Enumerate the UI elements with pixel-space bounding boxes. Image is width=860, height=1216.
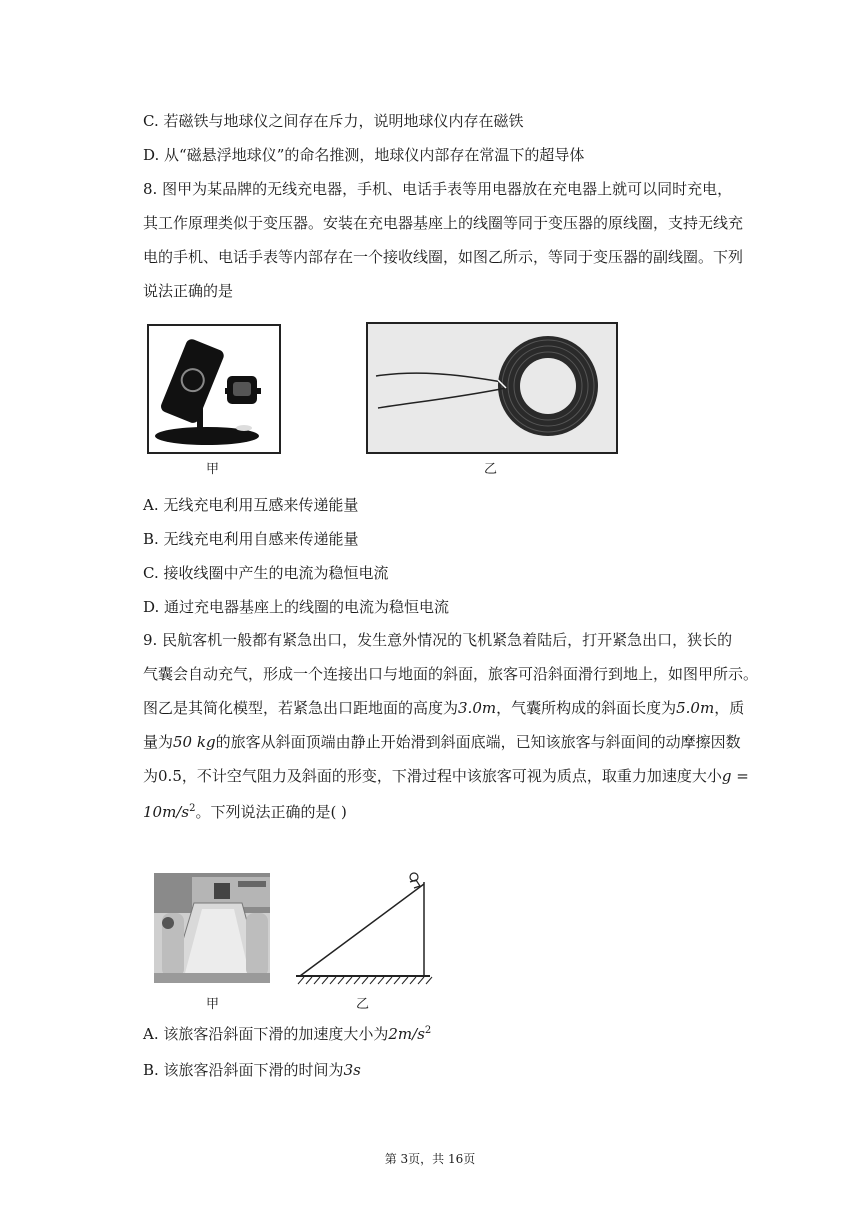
q8-option-a: A. 无线充电利用互感来传递能量: [143, 496, 359, 514]
q9-mass-value: 50 kg: [173, 733, 216, 751]
q9-stem-line3: [143, 698, 744, 718]
q9-option-a: [143, 1024, 431, 1047]
q9-line3-text-c: ，质: [714, 699, 745, 717]
q8-fig-a-caption: 甲: [206, 462, 220, 477]
q8-stem-line4: 说法正确的是: [143, 282, 234, 300]
q9-g-exponent: 2: [189, 803, 196, 814]
evacuation-slide-photo: [154, 873, 270, 983]
wireless-charger-figure: [147, 324, 281, 454]
q8-option-b: B. 无线充电利用自感来传递能量: [143, 530, 359, 548]
q9-line3-text-b: ，气囊所构成的斜面长度为: [496, 699, 677, 717]
q8-fig-b-caption: 乙: [484, 462, 498, 477]
q9-length-value: 5.0m: [676, 699, 715, 717]
q9-line4-text-a: 量为: [143, 733, 174, 751]
q8-stem-line1: 8. 图甲为某品牌的无线充电器，手机、电话手表等用电器放在充电器上就可以同时充电，: [143, 180, 733, 198]
q9-stem-line1: 9. 民航客机一般都有紧急出口，发生意外情况的飞机紧急着陆后，打开紧急出口，狭长的: [143, 631, 733, 649]
q9-height-value: 3.0m: [458, 699, 497, 717]
q9-stem-line6: [143, 802, 347, 825]
receiving-coil-figure: [366, 322, 618, 454]
q9-option-b: [143, 1060, 361, 1080]
q7-option-c: C. 若磁铁与地球仪之间存在斥力，说明地球仪内存在磁铁: [143, 112, 524, 130]
q9-option-b-text: B. 该旅客沿斜面下滑的时间为: [143, 1061, 344, 1079]
q9-line3-text-a: 图乙是其简化模型，若紧急出口距地面的高度为: [143, 699, 459, 717]
q9-line5-text-a: 为: [143, 767, 159, 785]
q8-option-d: D. 通过充电器基座上的线圈的电流为稳恒电流: [143, 598, 450, 616]
q9-fig-b-caption: 乙: [356, 997, 370, 1012]
page-footer: 第 3页，共 16页: [384, 1152, 476, 1166]
q7-option-d: D. 从“磁悬浮地球仪”的命名推测，地球仪内部存在常温下的超导体: [143, 146, 585, 164]
q9-stem-line4: [143, 732, 741, 752]
q9-line6-text: 。下列说法正确的是( ): [195, 803, 347, 821]
q9-line5-text-b: ，不计空气阻力及斜面的形变，下滑过程中该旅客可视为质点，取重力加速度大小: [181, 767, 722, 785]
q9-option-a-value: 2m/s: [388, 1025, 425, 1043]
q9-fig-a-caption: 甲: [206, 997, 220, 1012]
q9-option-a-exponent: 2: [424, 1025, 432, 1036]
q9-option-b-value: 3s: [343, 1061, 361, 1079]
q8-stem-line3: 电的手机、电话手表等内部存在一个接收线圈，如图乙所示，等同于变压器的副线圈。下列: [143, 248, 744, 266]
q9-stem-line2: 气囊会自动充气，形成一个连接出口与地面的斜面，旅客可沿斜面滑行到地上，如图甲所示。: [143, 665, 759, 683]
q9-g-value: 10m/s: [143, 803, 190, 821]
q8-stem-line2: 其工作原理类似于变压器。安装在充电器基座上的线圈等同于变压器的原线圈，支持无线充: [143, 214, 744, 232]
q9-stem-line5: [143, 766, 749, 786]
q9-mu-value: 0.5: [158, 767, 182, 785]
q9-g-symbol: g =: [721, 767, 749, 785]
q9-option-a-text: A. 该旅客沿斜面下滑的加速度大小为: [143, 1025, 389, 1043]
q9-line4-text-b: 的旅客从斜面顶端由静止开始滑到斜面底端，已知该旅客与斜面间的动摩擦因数: [215, 733, 741, 751]
q8-option-c: C. 接收线圈中产生的电流为稳恒电流: [143, 564, 389, 582]
incline-model-diagram: [290, 868, 436, 986]
